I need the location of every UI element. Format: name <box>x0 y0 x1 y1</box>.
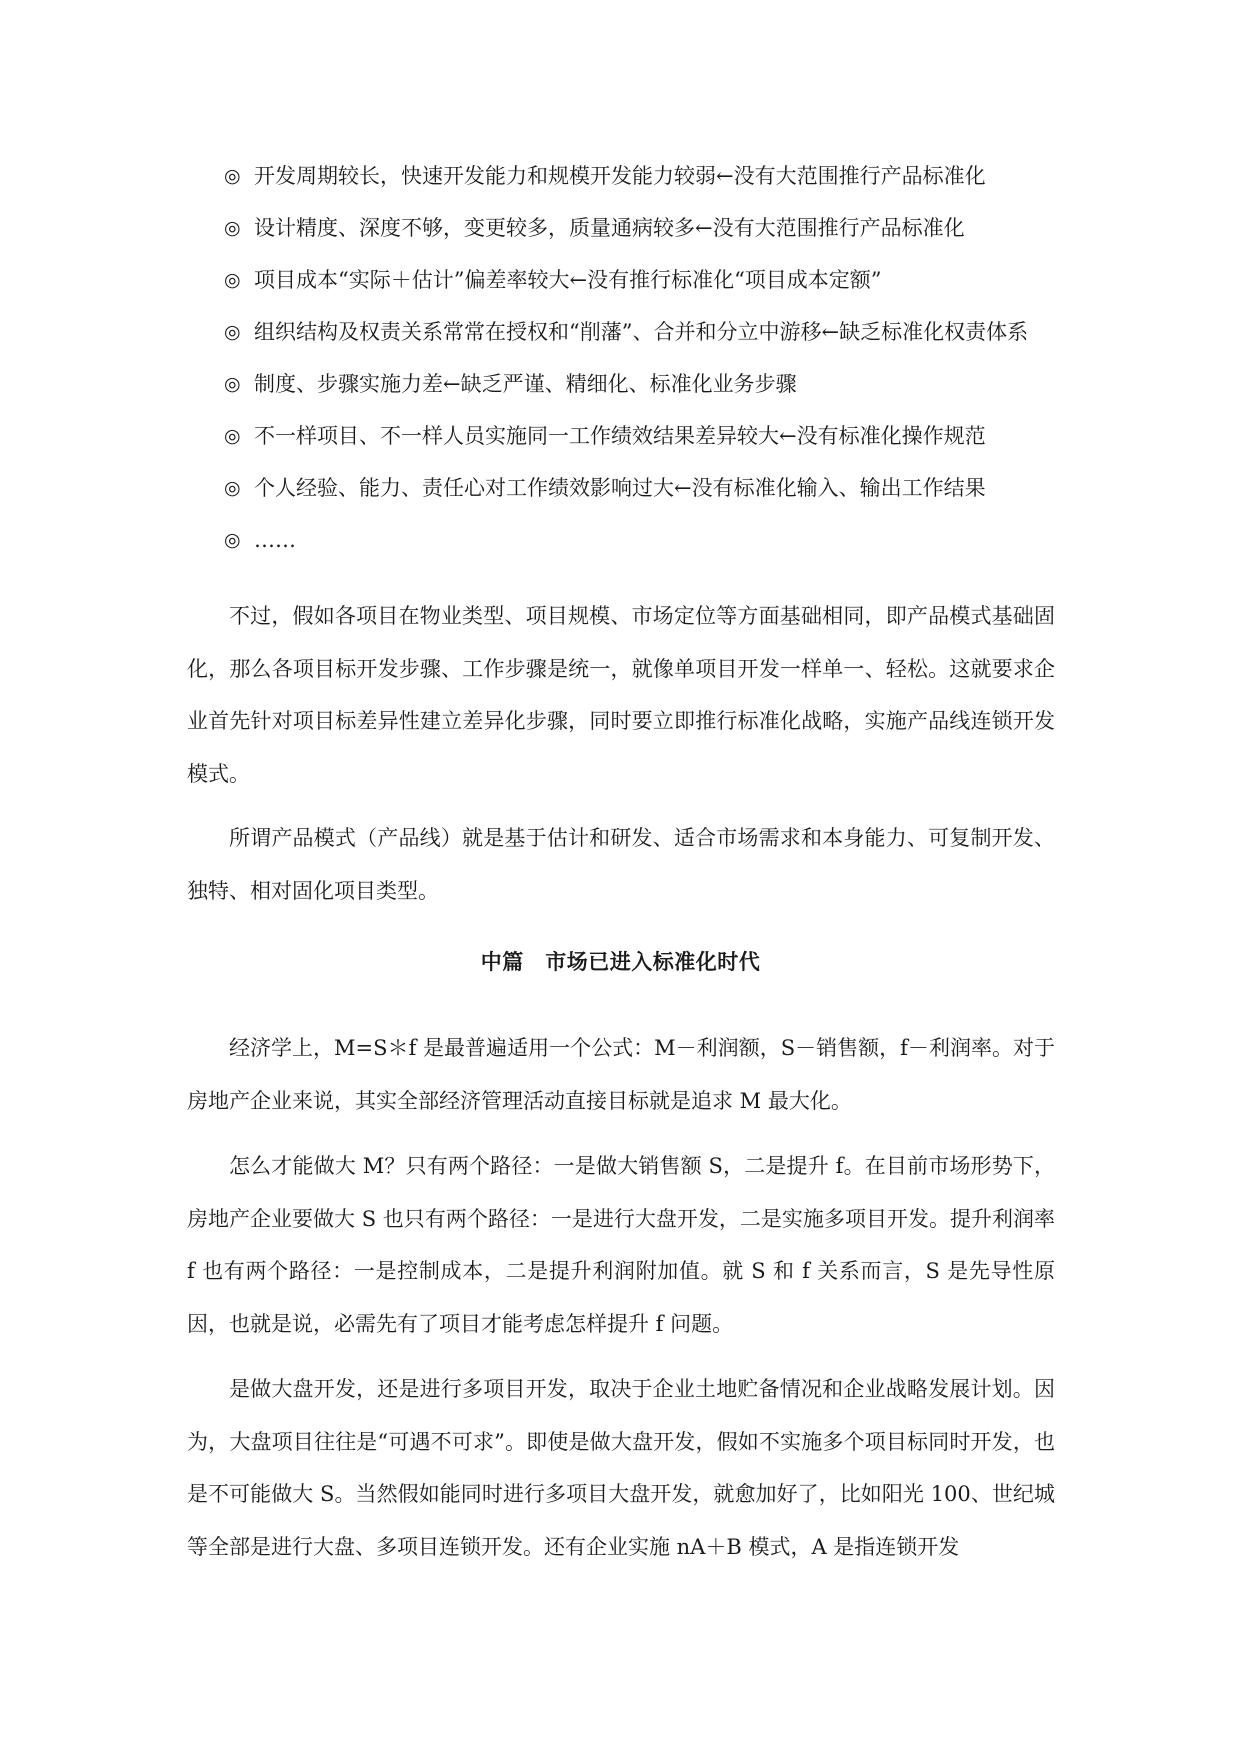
list-item <box>224 158 1084 210</box>
problem-list <box>224 158 1084 574</box>
list-item <box>224 210 1084 262</box>
list-item <box>224 262 1084 314</box>
list-item-text: 开发周期较长，快速开发能力和规模开发能力较弱←没有大范围推行产品标准化 <box>254 164 986 188</box>
paragraph-growth-paths: 怎么才能做大 M？只有两个路径：一是做大销售额 S，二是提升 f。在目前市场形势下，房地产企业要做大 S 也只有两个路径：一是进行大盘开发，二是实施多项目开发。提升利润率 f 也有两个路径：一是控制成本，二是提升利润附加值。就 S 和 f 关系而言，S 是先导性原因，也就是说，必需先有了项目才能考虑怎样提升 f 问题。 <box>187 1154 1055 1336</box>
list-item <box>224 418 1084 470</box>
paragraph-standardization-requirement: 不过，假如各项目在物业类型、项目规模、市场定位等方面基础相同，即产品模式基础固化，那么各项目标开发步骤、工作步骤是统一，就像单项目开发一样单一、轻松。这就要求企业首先针对项目标差异性建立差异化步骤，同时要立即推行标准化战略，实施产品线连锁开发模式。 <box>187 604 1055 786</box>
list-item-text: 设计精度、深度不够，变更较多，质量通病较多←没有大范围推行产品标准化 <box>254 216 965 240</box>
bullet-icon: ◎ <box>224 269 241 291</box>
bullet-icon: ◎ <box>224 373 241 395</box>
list-item-text: …… <box>254 528 296 552</box>
bullet-icon: ◎ <box>224 477 241 499</box>
list-item-text: 不一样项目、不一样人员实施同一工作绩效结果差异较大←没有标准化操作规范 <box>254 424 986 448</box>
bullet-icon: ◎ <box>224 425 241 447</box>
list-item-text: 组织结构及权责关系常常在授权和“削藩”、合并和分立中游移←缺乏标准化权责体系 <box>254 320 1029 344</box>
paragraph-profit-formula: 经济学上，M=S＊f 是最普遍适用一个公式：M－利润额，S－销售额，f－利润率。对于房地产企业来说，其实全部经济管理活动直接目标就是追求 M 最大化。 <box>187 1036 1055 1113</box>
list-item-text: 项目成本“实际＋估计”偏差率较大←没有推行标准化“项目成本定额” <box>254 268 882 292</box>
bullet-icon: ◎ <box>224 321 241 343</box>
bullet-icon: ◎ <box>224 165 241 187</box>
list-item <box>224 366 1084 418</box>
list-item-text: 个人经验、能力、责任心对工作绩效影响过大←没有标准化输入、输出工作结果 <box>254 476 986 500</box>
paragraph-large-scale-development: 是做大盘开发，还是进行多项目开发，取决于企业土地贮备情况和企业战略发展计划。因为，大盘项目往往是“可遇不可求”。即使是做大盘开发，假如不实施多个项目标同时开发，也是不可能做大 S。当然假如能同时进行多项目大盘开发，就愈加好了，比如阳光 100、世纪城等全部是进行大盘、多项目连锁开发。还有企业实施 nA＋B 模式，A 是指连锁开发 <box>187 1377 1055 1559</box>
list-item <box>224 522 1084 574</box>
bullet-icon: ◎ <box>224 217 241 239</box>
list-item <box>224 470 1084 522</box>
bullet-icon: ◎ <box>224 529 241 551</box>
list-item-text: 制度、步骤实施力差←缺乏严谨、精细化、标准化业务步骤 <box>254 372 797 396</box>
list-item <box>224 314 1084 366</box>
section-heading: 中篇 市场已进入标准化时代 <box>480 949 761 974</box>
paragraph-product-mode-definition: 所谓产品模式（产品线）就是基于估计和研发、适合市场需求和本身能力、可复制开发、独特、相对固化项目类型。 <box>187 826 1055 903</box>
